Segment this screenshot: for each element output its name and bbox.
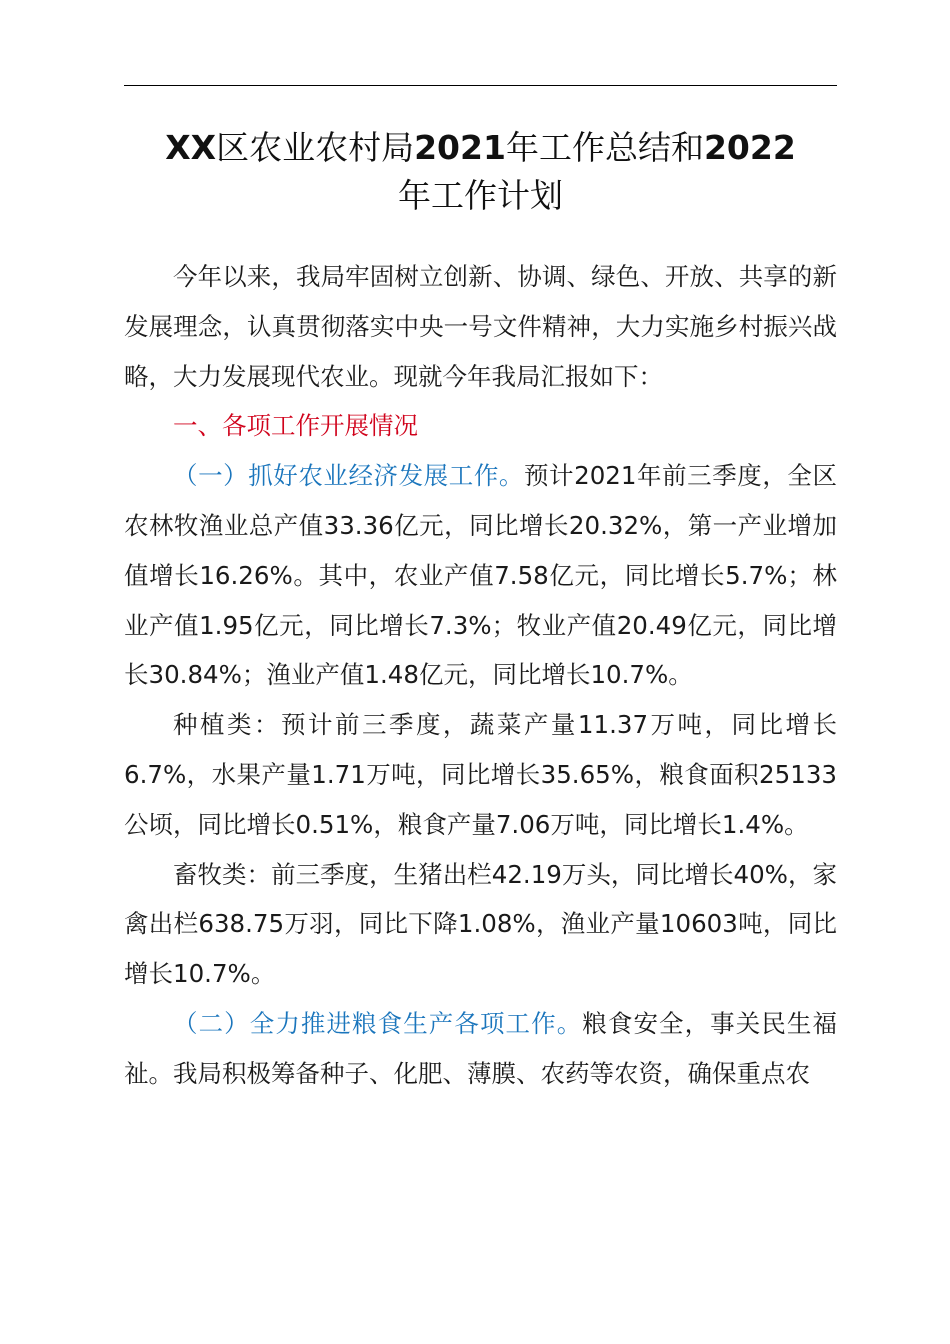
- document-title: [114, 124, 847, 220]
- title-part-6: 年工作计划: [398, 176, 563, 215]
- header-rule: [124, 85, 837, 86]
- subsection-2-paragraph: [124, 999, 837, 1099]
- intro-paragraph: 今年以来，我局牢固树立创新、协调、绿色、开放、共享的新发展理念，认真贯彻落实中央一号文件精神，大力实施乡村振兴战略，大力发展现代农业。现就今年我局汇报如下：: [124, 262, 837, 391]
- subsection-1-heading: （一）抓好农业经济发展工作。: [173, 461, 524, 491]
- title-part-5: 2022: [703, 128, 796, 167]
- subsection-2-text: 粮食安全，事关民生福祉。我局积极筹备种子、化肥、薄膜、农药等农资，确保重点农: [124, 1008, 838, 1088]
- subsection-1-text: 预计2021年前三季度，全区农林牧渔业总产值33.36亿元，同比增长20.32%，第一产业增加值增长16.26%。其中，农业产值7.58亿元，同比增长5.7%；林业产值1.95亿元，同比增长7.3%；牧业产值20.49亿元，同比增长30.84%；渔业产值1.48亿元，同比增长10.7%。: [124, 461, 838, 690]
- subsection-1-paragraph: [124, 451, 837, 700]
- document-body: [124, 252, 837, 1099]
- planting-paragraph: 种植类：预计前三季度，蔬菜产量11.37万吨，同比增长6.7%，水果产量1.71万吨，同比增长35.65%，粮食面积25133公顷，同比增长0.51%，粮食产量7.06万吨，同比增长1.4%。: [124, 710, 837, 839]
- title-part-4: 年工作总结和: [505, 128, 704, 167]
- title-part-2: 区农业农村局: [216, 128, 415, 167]
- section-1-heading: 一、各项工作开展情况: [173, 411, 418, 441]
- title-part-1: XX: [165, 128, 217, 167]
- document-page: [124, 0, 837, 1344]
- subsection-2-heading: （二）全力推进粮食生产各项工作。: [173, 1008, 583, 1038]
- title-part-3: 2021: [414, 128, 506, 167]
- livestock-paragraph: 畜牧类：前三季度，生猪出栏42.19万头，同比增长40%，家禽出栏638.75万羽，同比下降1.08%，渔业产量10603吨，同比增长10.7%。: [124, 859, 837, 989]
